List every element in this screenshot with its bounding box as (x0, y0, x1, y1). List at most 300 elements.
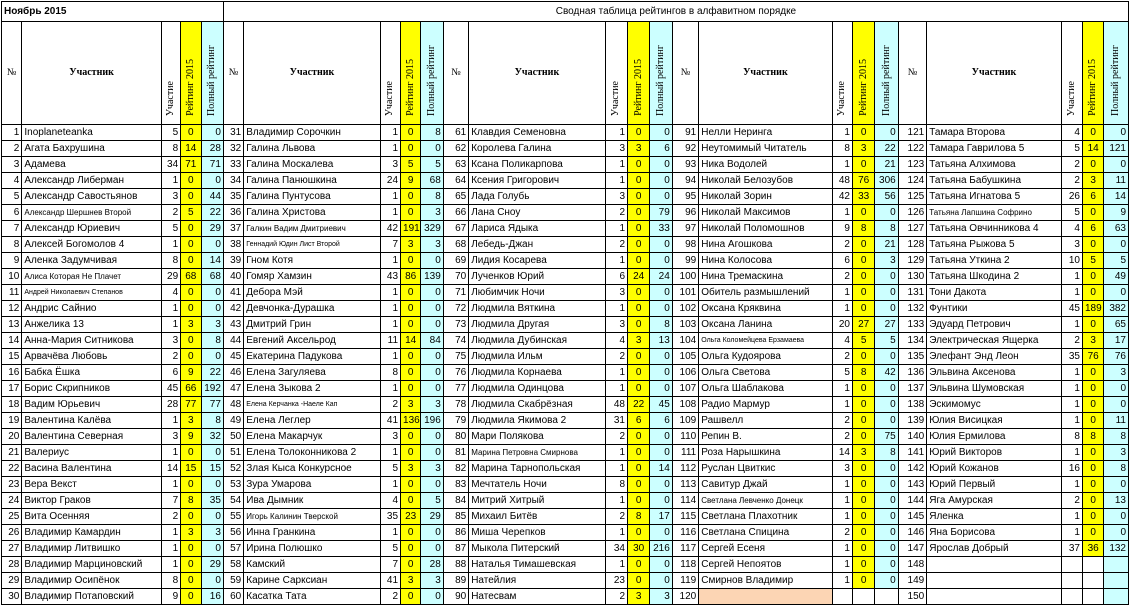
participation-count: 1 (832, 493, 852, 509)
row-number: 39 (223, 253, 243, 269)
table-row (2, 237, 1129, 253)
participant-name: Inoplaneteanka (22, 125, 161, 141)
participant-name: Владимир Марциновский (22, 557, 161, 573)
rating-2015: 0 (628, 237, 650, 253)
rating-2015: 0 (181, 237, 201, 253)
participant-name: Аленка Задумчивая (22, 253, 161, 269)
table-row (2, 509, 1129, 525)
participant-name: Девчонка-Дурашка (244, 301, 380, 317)
rating-2015 (1082, 573, 1103, 589)
participation-count: 23 (605, 573, 627, 589)
row-number: 54 (223, 493, 243, 509)
row-number: 21 (2, 445, 22, 461)
participation-count: 4 (605, 333, 627, 349)
participation-count: 11 (380, 333, 400, 349)
participation-count: 2 (605, 349, 627, 365)
row-number: 140 (898, 429, 927, 445)
participant-name: Камский (244, 557, 380, 573)
participant-name: Михаил Битёв (469, 509, 605, 525)
row-number: 25 (2, 509, 22, 525)
participation-count: 2 (1061, 493, 1082, 509)
participation-count: 1 (161, 173, 180, 189)
full-rating: 8 (1104, 461, 1129, 477)
participation-count (1061, 589, 1082, 605)
full-rating: 29 (201, 557, 223, 573)
row-number: 1 (2, 125, 22, 141)
header-rating-2015: Рейтинг 2015 (181, 22, 201, 125)
rating-2015: 0 (181, 573, 201, 589)
participation-count: 35 (1061, 349, 1082, 365)
table-row (2, 205, 1129, 221)
participant-name: Марина Тарнопольская (469, 461, 605, 477)
rating-2015: 0 (628, 349, 650, 365)
rating-2015: 0 (181, 221, 201, 237)
header-full-rating: Полный рейтинг (650, 22, 672, 125)
participant-name: Светлана Спицина (699, 525, 832, 541)
participation-count: 1 (380, 317, 400, 333)
full-rating: 0 (650, 173, 672, 189)
participation-count: 8 (380, 365, 400, 381)
rating-2015: 0 (181, 557, 201, 573)
rating-2015: 0 (852, 413, 874, 429)
row-number: 97 (672, 221, 698, 237)
participant-name: Елена Зыкова 2 (244, 381, 380, 397)
row-number: 144 (898, 493, 927, 509)
row-number: 116 (672, 525, 698, 541)
participant-name: Радио Мармур (699, 397, 832, 413)
full-rating: 0 (1104, 397, 1129, 413)
participant-name: Лада Голубь (469, 189, 605, 205)
row-number: 126 (898, 205, 927, 221)
full-rating: 0 (421, 285, 443, 301)
rating-2015: 0 (181, 477, 201, 493)
full-rating: 3 (1104, 445, 1129, 461)
participant-name: Александр Савостьянов (22, 189, 161, 205)
row-number: 150 (898, 589, 927, 605)
full-rating: 8 (421, 189, 443, 205)
participant-name: Людмила Дубинская (469, 333, 605, 349)
rating-2015: 0 (401, 205, 421, 221)
participation-count: 28 (161, 397, 180, 413)
table-row (2, 349, 1129, 365)
participation-count: 2 (832, 525, 852, 541)
row-number: 124 (898, 173, 927, 189)
full-rating: 15 (201, 461, 223, 477)
full-rating: 8 (1104, 429, 1129, 445)
row-number: 27 (2, 541, 22, 557)
participant-name: Валентина Калёва (22, 413, 161, 429)
participation-count: 1 (832, 557, 852, 573)
rating-2015: 0 (401, 349, 421, 365)
full-rating (875, 589, 898, 605)
row-number: 77 (443, 381, 468, 397)
full-rating: 0 (421, 541, 443, 557)
participant-name: Татьяна Уткина 2 (927, 253, 1061, 269)
participation-count: 5 (1061, 205, 1082, 221)
row-number: 136 (898, 365, 927, 381)
participation-count: 1 (1061, 509, 1082, 525)
participation-count: 1 (161, 237, 180, 253)
full-rating: 3 (421, 397, 443, 413)
rating-2015: 71 (181, 157, 201, 173)
row-number: 42 (223, 301, 243, 317)
full-rating: 0 (650, 189, 672, 205)
participation-count: 2 (832, 237, 852, 253)
participation-count: 1 (605, 221, 627, 237)
row-number: 19 (2, 413, 22, 429)
header-number: № (672, 22, 698, 125)
row-number: 129 (898, 253, 927, 269)
participation-count: 2 (605, 509, 627, 525)
participant-name: Юрий Викторов (927, 445, 1061, 461)
full-rating: 75 (875, 429, 898, 445)
header-rating-2015: Рейтинг 2015 (401, 22, 421, 125)
participant-name: Галина Львова (244, 141, 380, 157)
rating-2015: 0 (852, 349, 874, 365)
table-row (2, 493, 1129, 509)
row-number: 14 (2, 333, 22, 349)
full-rating: 0 (1104, 285, 1129, 301)
row-number: 93 (672, 157, 698, 173)
participation-count: 1 (380, 189, 400, 205)
participant-name: Оксана Ланина (699, 317, 832, 333)
full-rating: 0 (201, 477, 223, 493)
participation-count: 1 (161, 445, 180, 461)
row-number: 113 (672, 477, 698, 493)
full-rating: 0 (1104, 125, 1129, 141)
participation-count: 1 (605, 157, 627, 173)
full-rating: 17 (1104, 333, 1129, 349)
row-number: 48 (223, 397, 243, 413)
rating-2015: 0 (852, 237, 874, 253)
full-rating: 0 (421, 477, 443, 493)
participation-count: 2 (832, 413, 852, 429)
row-number: 143 (898, 477, 927, 493)
row-number: 111 (672, 445, 698, 461)
rating-2015: 15 (181, 461, 201, 477)
rating-2015: 0 (628, 157, 650, 173)
participation-count: 2 (605, 429, 627, 445)
full-rating: 65 (1104, 317, 1129, 333)
participant-name: Алиса Которая Не Плачет (22, 269, 161, 285)
full-rating: 0 (650, 157, 672, 173)
participation-count: 4 (832, 333, 852, 349)
header-participations: Участие (832, 22, 852, 125)
participant-name: Людмила Скабрёзная (469, 397, 605, 413)
participant-name: Инна Гранкина (244, 525, 380, 541)
table-row (2, 333, 1129, 349)
participant-name: Бабка Ёшка (22, 365, 161, 381)
participant-name: Ярослав Добрый (927, 541, 1061, 557)
participation-count: 1 (380, 525, 400, 541)
full-rating: 0 (201, 173, 223, 189)
full-rating: 0 (650, 573, 672, 589)
participation-count: 8 (161, 141, 180, 157)
participant-name: Елена Леглер (244, 413, 380, 429)
row-number: 58 (223, 557, 243, 573)
participation-count: 8 (1061, 429, 1082, 445)
row-number: 40 (223, 269, 243, 285)
row-number: 134 (898, 333, 927, 349)
row-number: 22 (2, 461, 22, 477)
full-rating: 6 (650, 141, 672, 157)
participation-count: 5 (161, 125, 180, 141)
rating-2015: 9 (401, 173, 421, 189)
participation-count: 2 (161, 509, 180, 525)
row-number: 145 (898, 509, 927, 525)
full-rating: 8 (875, 445, 898, 461)
full-rating: 13 (650, 333, 672, 349)
full-rating: 28 (201, 141, 223, 157)
row-number: 53 (223, 477, 243, 493)
participant-name: Ива Дымник (244, 493, 380, 509)
full-rating: 0 (650, 301, 672, 317)
row-number: 47 (223, 381, 243, 397)
full-rating: 0 (875, 397, 898, 413)
participation-count: 4 (1061, 125, 1082, 141)
row-number: 30 (2, 589, 22, 605)
full-rating: 0 (421, 429, 443, 445)
table-row (2, 189, 1129, 205)
row-number: 67 (443, 221, 468, 237)
full-rating: 11 (1104, 173, 1129, 189)
row-number: 135 (898, 349, 927, 365)
full-rating: 0 (201, 285, 223, 301)
row-number: 15 (2, 349, 22, 365)
rating-2015: 0 (852, 493, 874, 509)
participation-count: 3 (605, 317, 627, 333)
row-number: 74 (443, 333, 468, 349)
rating-2015: 0 (401, 317, 421, 333)
participant-name: Владимир Потаповский (22, 589, 161, 605)
row-number: 128 (898, 237, 927, 253)
row-number: 28 (2, 557, 22, 573)
participation-count: 41 (380, 573, 400, 589)
row-number: 32 (223, 141, 243, 157)
participation-count: 1 (380, 477, 400, 493)
rating-2015: 0 (852, 301, 874, 317)
full-rating: 0 (650, 493, 672, 509)
rating-2015: 24 (628, 269, 650, 285)
table-row (2, 365, 1129, 381)
participant-name: Валентина Северная (22, 429, 161, 445)
participant-name: Валериус (22, 445, 161, 461)
full-rating: 17 (650, 509, 672, 525)
rating-2015: 76 (852, 173, 874, 189)
rating-2015: 0 (852, 381, 874, 397)
participation-count: 2 (832, 349, 852, 365)
rating-2015: 0 (181, 445, 201, 461)
rating-2015: 3 (401, 461, 421, 477)
participation-count: 48 (832, 173, 852, 189)
participant-name: Ирина Полюшко (244, 541, 380, 557)
participant-name: Вита Осенняя (22, 509, 161, 525)
participation-count: 1 (605, 525, 627, 541)
rating-2015: 0 (1082, 237, 1103, 253)
rating-2015: 0 (628, 477, 650, 493)
rating-2015: 0 (1082, 365, 1103, 381)
participant-name: Наталья Тимашевская (469, 557, 605, 573)
row-number: 72 (443, 301, 468, 317)
participation-count: 1 (1061, 269, 1082, 285)
row-number: 29 (2, 573, 22, 589)
participant-name: Евгений Аксельрод (244, 333, 380, 349)
participant-name: Светлана Левченко Донецк (699, 493, 832, 509)
rating-2015: 36 (1082, 541, 1103, 557)
full-rating: 6 (650, 413, 672, 429)
full-rating: 3 (421, 237, 443, 253)
participation-count: 1 (605, 253, 627, 269)
header-participations: Участие (605, 22, 627, 125)
rating-2015: 0 (628, 173, 650, 189)
full-rating: 29 (421, 509, 443, 525)
row-number: 35 (223, 189, 243, 205)
participation-count: 6 (605, 269, 627, 285)
participation-count: 1 (605, 173, 627, 189)
full-rating: 0 (875, 349, 898, 365)
full-rating: 0 (421, 365, 443, 381)
participation-count: 3 (380, 157, 400, 173)
participant-name: Митрий Хитрый (469, 493, 605, 509)
participant-name: Николай Зорин (699, 189, 832, 205)
full-rating: 32 (201, 429, 223, 445)
full-rating: 79 (650, 205, 672, 221)
month-title: Ноябрь 2015 (2, 2, 224, 22)
participation-count: 3 (1061, 237, 1082, 253)
rating-2015: 0 (628, 525, 650, 541)
row-number: 7 (2, 221, 22, 237)
participation-count: 42 (832, 189, 852, 205)
participant-name: Людмила Ильм (469, 349, 605, 365)
row-number: 34 (223, 173, 243, 189)
header-participations: Участие (1061, 22, 1082, 125)
full-rating: 0 (650, 557, 672, 573)
full-rating: 11 (1104, 413, 1129, 429)
rating-2015: 0 (1082, 157, 1103, 173)
rating-2015: 0 (852, 541, 874, 557)
participation-count: 1 (380, 205, 400, 221)
participation-count: 2 (161, 205, 180, 221)
rating-2015: 3 (628, 333, 650, 349)
full-rating: 3 (1104, 365, 1129, 381)
rating-2015: 23 (401, 509, 421, 525)
participation-count: 2 (832, 429, 852, 445)
rating-2015: 0 (401, 525, 421, 541)
row-number: 122 (898, 141, 927, 157)
row-number: 37 (223, 221, 243, 237)
full-rating: 329 (421, 221, 443, 237)
rating-2015: 0 (1082, 205, 1103, 221)
rating-2015: 0 (181, 589, 201, 605)
row-number: 83 (443, 477, 468, 493)
row-number: 26 (2, 525, 22, 541)
rating-2015: 77 (181, 397, 201, 413)
rating-2015: 8 (181, 493, 201, 509)
row-number: 102 (672, 301, 698, 317)
participant-name: Васина Валентина (22, 461, 161, 477)
full-rating: 0 (650, 285, 672, 301)
rating-2015: 0 (1082, 317, 1103, 333)
full-rating: 8 (875, 221, 898, 237)
full-rating: 0 (421, 141, 443, 157)
table-row (2, 285, 1129, 301)
rating-2015 (852, 589, 874, 605)
table-row (2, 429, 1129, 445)
full-rating: 192 (201, 381, 223, 397)
full-rating: 0 (650, 253, 672, 269)
participant-name: Елена Загуляева (244, 365, 380, 381)
row-number: 76 (443, 365, 468, 381)
full-rating: 139 (421, 269, 443, 285)
rating-2015: 3 (181, 413, 201, 429)
full-rating: 8 (201, 333, 223, 349)
participant-name (927, 589, 1061, 605)
full-rating: 0 (650, 477, 672, 493)
participant-name: Роза Нарышкина (699, 445, 832, 461)
row-number: 46 (223, 365, 243, 381)
full-rating: 5 (875, 333, 898, 349)
rating-2015: 0 (401, 189, 421, 205)
participant-name: Владимир Осипёнок (22, 573, 161, 589)
full-rating: 0 (1104, 237, 1129, 253)
participant-name: Адамева (22, 157, 161, 173)
participation-count: 1 (1061, 285, 1082, 301)
participation-count: 1 (605, 125, 627, 141)
rating-2015: 0 (1082, 285, 1103, 301)
participation-count: 1 (1061, 525, 1082, 541)
full-rating: 22 (201, 205, 223, 221)
participant-name: Людмила Вяткина (469, 301, 605, 317)
row-number: 137 (898, 381, 927, 397)
full-rating: 21 (875, 237, 898, 253)
participant-name: Эльвина Аксенова (927, 365, 1061, 381)
rating-2015: 0 (181, 285, 201, 301)
row-number: 98 (672, 237, 698, 253)
full-rating: 14 (201, 253, 223, 269)
participant-name: Алексей Богомолов 4 (22, 237, 161, 253)
full-rating: 0 (875, 413, 898, 429)
full-rating: 27 (875, 317, 898, 333)
participation-count: 1 (605, 461, 627, 477)
table-row (2, 573, 1129, 589)
participant-name: Борис Скрипников (22, 381, 161, 397)
row-number: 87 (443, 541, 468, 557)
full-rating: 0 (875, 125, 898, 141)
rating-2015: 0 (401, 541, 421, 557)
participant-name: Арвачёва Любовь (22, 349, 161, 365)
participant-name: Анжелика 13 (22, 317, 161, 333)
participation-count: 3 (605, 141, 627, 157)
row-number: 127 (898, 221, 927, 237)
table-row (2, 125, 1129, 141)
participation-count (1061, 557, 1082, 573)
table-row (2, 589, 1129, 605)
participant-name: Касатка Тата (244, 589, 380, 605)
participant-name: Мечтатель Ночи (469, 477, 605, 493)
row-number: 114 (672, 493, 698, 509)
row-number: 20 (2, 429, 22, 445)
participation-count: 2 (605, 205, 627, 221)
rating-2015: 0 (1082, 493, 1103, 509)
participant-name: Ксана Поликарпова (469, 157, 605, 173)
rating-2015: 0 (628, 189, 650, 205)
full-rating: 0 (650, 445, 672, 461)
participant-name: Обитель размышлений (699, 285, 832, 301)
full-rating (1104, 573, 1129, 589)
row-number: 148 (898, 557, 927, 573)
full-rating: 14 (650, 461, 672, 477)
full-rating: 29 (201, 221, 223, 237)
